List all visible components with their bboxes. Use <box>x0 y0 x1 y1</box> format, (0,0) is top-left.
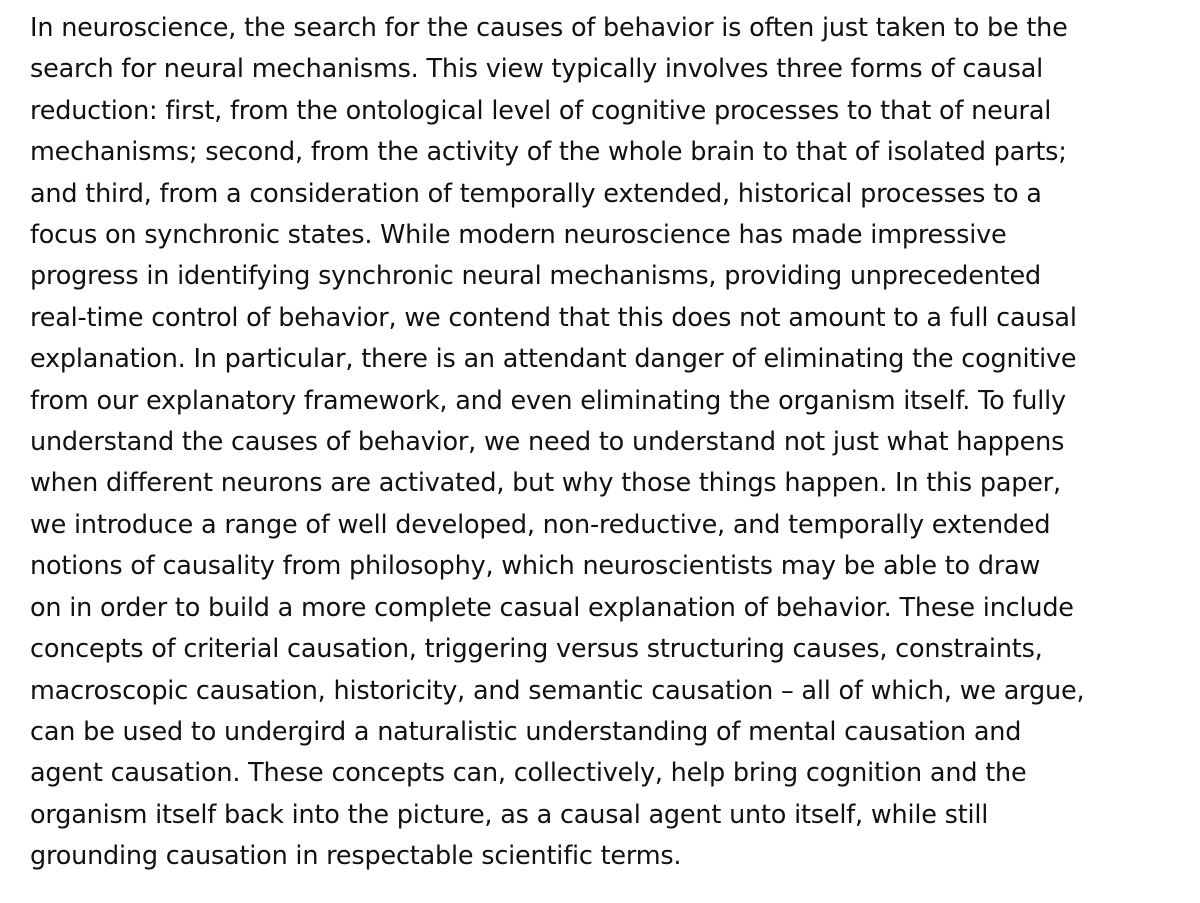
text-line: and third, from a consideration of temporally extended, historical processes to a <box>30 178 1042 209</box>
text-line: we introduce a range of well developed, non-reductive, and temporally extended <box>30 509 1051 540</box>
text-line: on in order to build a more complete casual explanation of behavior. These include <box>30 592 1074 623</box>
text-line: organism itself back into the picture, as a causal agent unto itself, while still <box>30 799 989 830</box>
text-line: explanation. In particular, there is an attendant danger of eliminating the cognitive <box>30 344 1077 375</box>
abstract-paragraph <box>30 8 1190 878</box>
text-line: agent causation. These concepts can, collectively, help bring cognition and the <box>30 758 1027 789</box>
text-line: understand the causes of behavior, we need to understand not just what happens <box>30 427 1065 458</box>
text-line: concepts of criterial causation, triggering versus structuring causes, constraints, <box>30 634 1043 665</box>
text-line: focus on synchronic states. While modern neuroscience has made impressive <box>30 220 1007 251</box>
text-line: macroscopic causation, historicity, and semantic causation – all of which, we argue, <box>30 675 1085 706</box>
text-line: real-time control of behavior, we contend that this does not amount to a full causal <box>30 302 1077 333</box>
text-line: reduction: first, from the ontological level of cognitive processes to that of neural <box>30 95 1052 126</box>
text-line: progress in identifying synchronic neural mechanisms, providing unprecedented <box>30 261 1041 292</box>
text-line: from our explanatory framework, and even eliminating the organism itself. To fully <box>30 385 1066 416</box>
text-line: grounding causation in respectable scientific terms. <box>30 841 682 872</box>
text-line: In neuroscience, the search for the causes of behavior is often just taken to be the <box>30 13 1068 43</box>
text-line: search for neural mechanisms. This view typically involves three forms of causal <box>30 54 1044 85</box>
text-line: when different neurons are activated, but why those things happen. In this paper, <box>30 468 1061 499</box>
text-line: can be used to undergird a naturalistic understanding of mental causation and <box>30 716 1022 747</box>
text-line: notions of causality from philosophy, which neuroscientists may be able to draw <box>30 551 1041 582</box>
text-line: mechanisms; second, from the activity of the whole brain to that of isolated parts; <box>30 137 1067 168</box>
